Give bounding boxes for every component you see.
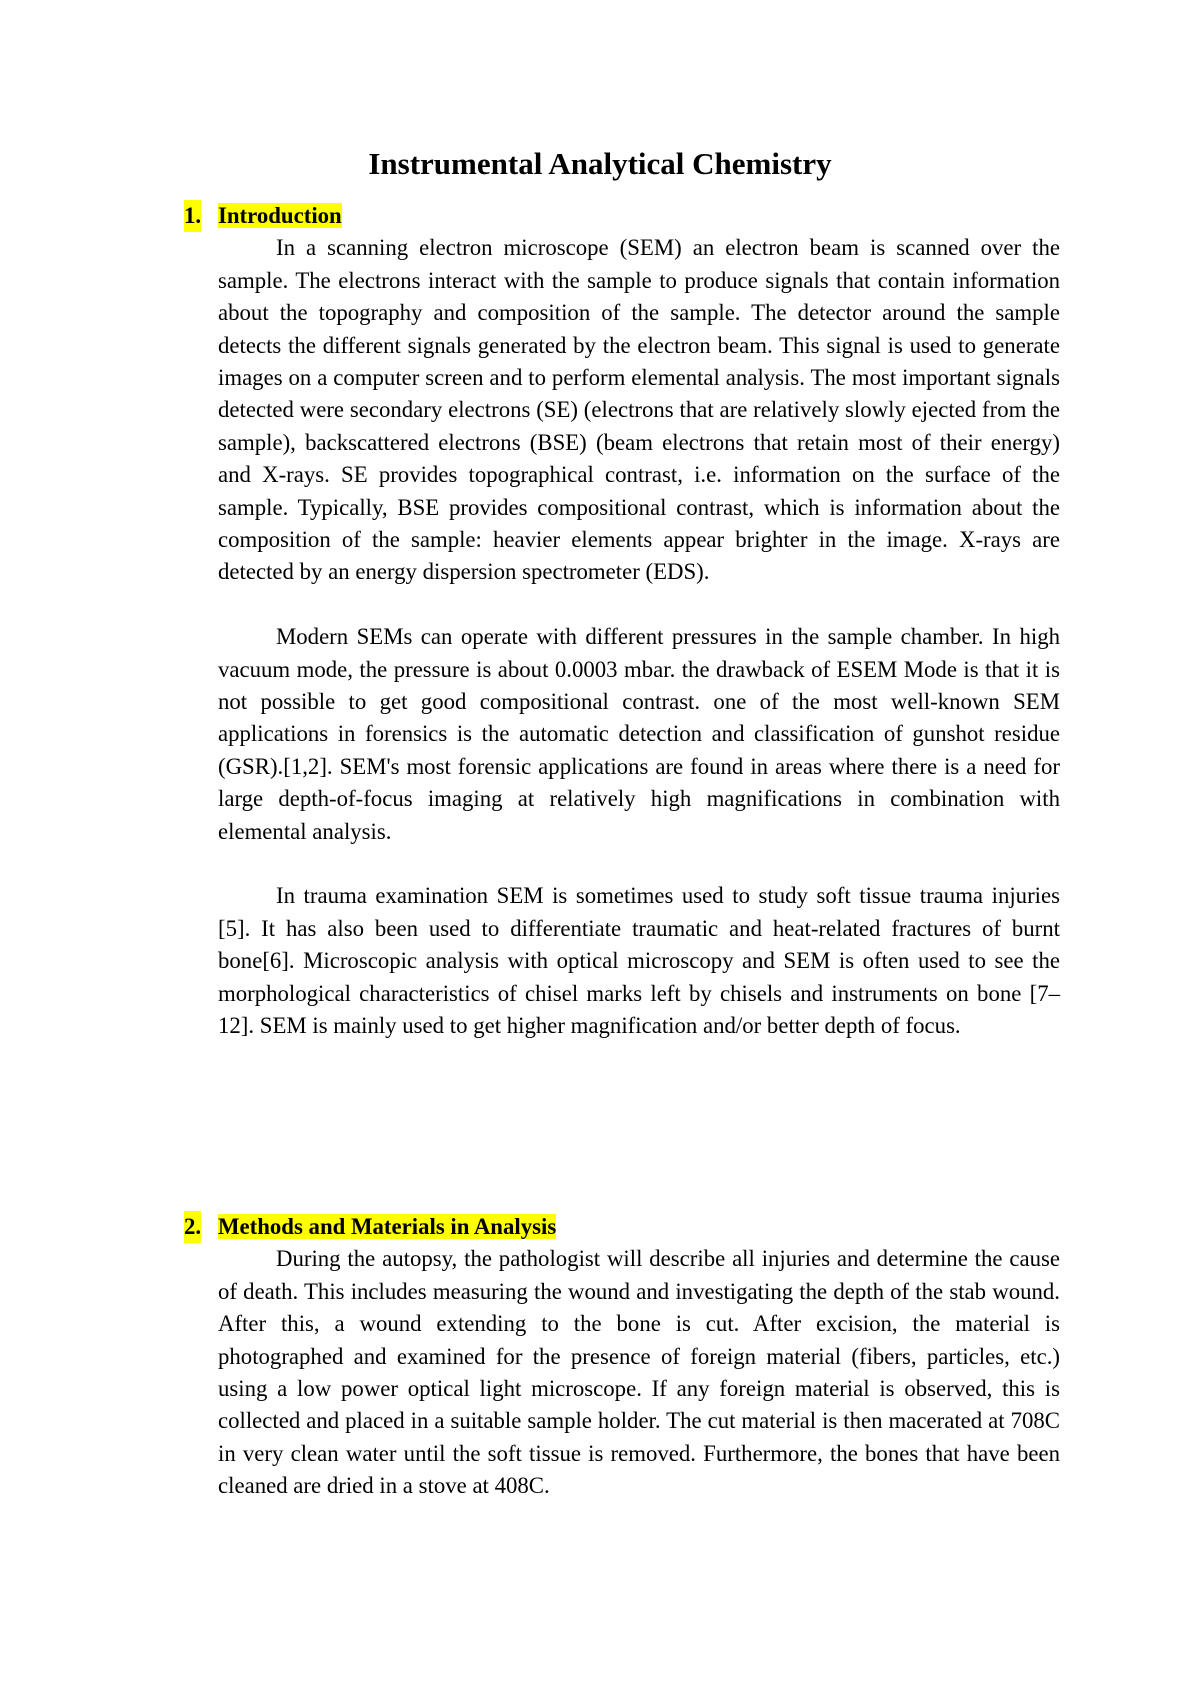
section-heading-text: Introduction — [218, 203, 342, 228]
paragraph: In trauma examination SEM is sometimes used to study soft tissue trauma injuries [5]. It has also been used to differentiate traumatic and heat-related fractures of burnt bone[6]. Microscopic analysis with optical microscopy and SEM is often used to see the morphological characteristics of chisel marks left by chisels and instruments on bone [7–12]. SEM is mainly used to get higher magnification and/or better depth of focus. — [218, 883, 1060, 1039]
paragraph: During the autopsy, the pathologist will describe all injuries and determine the cause of death. This includes measuring the wound and investigating the depth of the stab wound. After this, a wound extending to the bone is cut. After excision, the material is photographed and examined for the presence of foreign material (fibers, particles, etc.) using a low power optical light microscope. If any foreign material is observed, this is collected and placed in a suitable sample holder. The cut material is then macerated at 708C in very clean water until the soft tissue is removed. Furthermore, the bones that have been cleaned are dried in a stove at 408C. — [218, 1246, 1060, 1499]
section-introduction — [184, 200, 1060, 1043]
document-title: Instrumental Analytical Chemistry — [368, 146, 832, 181]
section-heading-methods — [184, 1211, 1060, 1243]
section-heading-text: Methods and Materials in Analysis — [218, 1214, 557, 1239]
section-heading-introduction — [184, 200, 1060, 232]
paragraph: In a scanning electron microscope (SEM) an electron beam is scanned over the sample. The electrons interact with the sample to produce signals that contain information about the topography and composition of the sample. The detector around the sample detects the different signals generated by the electron beam. This signal is used to generate images on a computer screen and to perform elemental analysis. The most important signals detected were secondary electrons (SE) (electrons that are relatively slowly ejected from the sample), backscattered electrons (BSE) (beam electrons that retain most of their energy) and X-rays. SE provides topographical contrast, i.e. information on the surface of the sample. Typically, BSE provides compositional contrast, which is information about the composition of the sample: heavier elements appear brighter in the image. X-rays are detected by an energy dispersion spectrometer (EDS). — [218, 235, 1060, 585]
section-number: 2. — [184, 1211, 201, 1243]
section-methods-and-materials — [184, 1211, 1060, 1503]
section-number: 1. — [184, 200, 201, 232]
paragraph: Modern SEMs can operate with different pressures in the sample chamber. In high vacuum mode, the pressure is about 0.0003 mbar. the drawback of ESEM Mode is that it is not possible to get good compositional contrast. one of the most well-known SEM applications in forensics is the automatic detection and classification of gunshot residue (GSR).[1,2]. SEM's most forensic applications are found in areas where there is a need for large depth-of-focus imaging at relatively high magnifications in combination with elemental analysis. — [218, 624, 1060, 844]
